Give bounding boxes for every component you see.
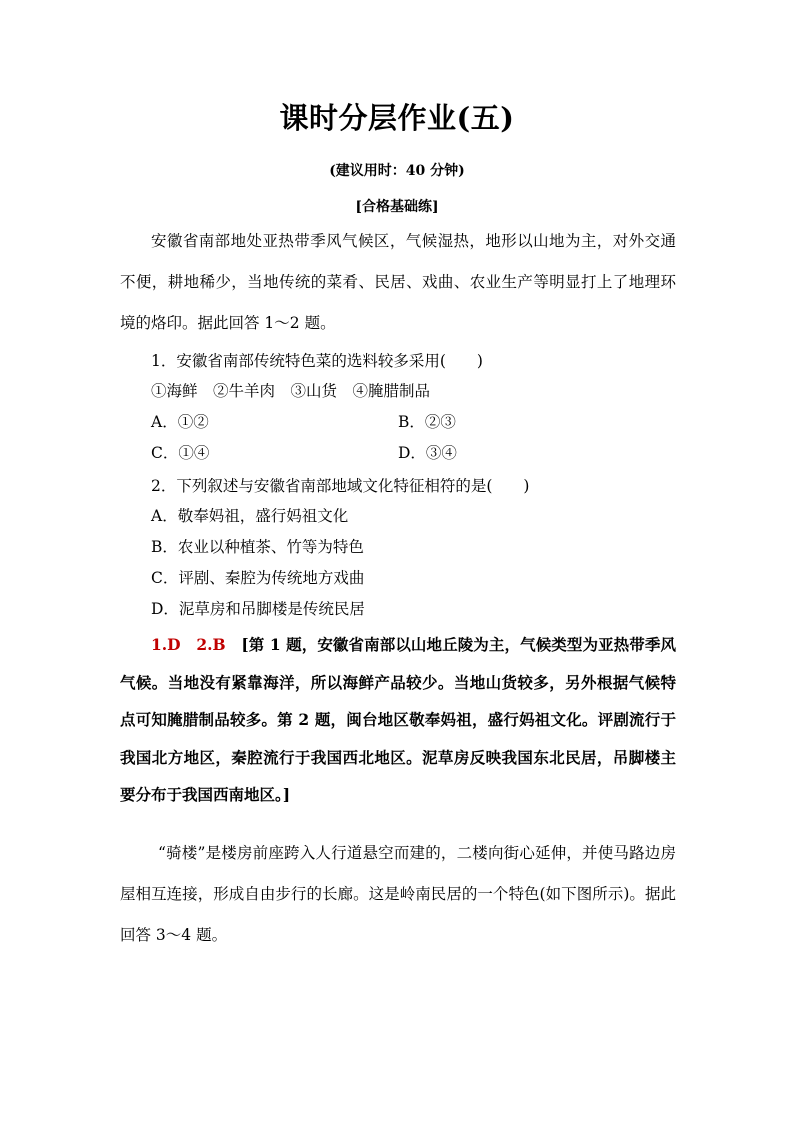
- suggested-time: (建议用时：40 分钟): [329, 163, 465, 179]
- question-2-option-d: D．泥草房和吊脚楼是传统民居: [151, 600, 365, 618]
- question-2-option-a: A．敬奉妈祖，盛行妈祖文化: [151, 507, 349, 525]
- question-2-option-c: C．评剧、秦腔为传统地方戏曲: [151, 569, 365, 587]
- question-1-items: ①海鲜 ②牛羊肉 ③山货 ④腌腊制品: [151, 382, 431, 400]
- answer-block: [120, 626, 676, 814]
- question-2-stem: 2．下列叙述与安徽省南部地域文化特征相符的是( ): [151, 477, 530, 495]
- second-paragraph: “骑楼”是楼房前座跨入人行道悬空而建的，二楼向街心延伸，并使马路边房屋相互连接，形成自由步行的长廊。这是岭南民居的一个特色(如下图所示)。据此回答 3～4 题。: [120, 844, 676, 944]
- question-1-option-c: C．①④: [151, 444, 210, 462]
- question-1-option-b: B．②③: [398, 413, 456, 431]
- answer-key-1: 1.D: [151, 635, 181, 654]
- page-title: 课时分层作业(五): [279, 101, 515, 135]
- question-1-option-a: A．①②: [151, 413, 209, 431]
- intro-paragraph: 安徽省南部地处亚热带季风气候区，气候湿热，地形以山地为主，对外交通不便，耕地稀少，当地传统的菜肴、民居、戏曲、农业生产等明显打上了地理环境的烙印。据此回答 1～2 题。: [120, 232, 676, 332]
- question-1-stem: 1．安徽省南部传统特色菜的选料较多采用( ): [151, 352, 483, 370]
- answer-explanation: [第 1 题，安徽省南部以山地丘陵为主，气候类型为亚热带季风气候。当地没有紧靠海洋，所以海鲜产品较少。当地山货较多，另外根据气候特点可知腌腊制品较多。第 2 题，闽台地区敬奉妈祖，盛行妈祖文化。评剧流行于我国北方地区，秦腔流行于我国西北地区。泥草房反映我国东北民居，吊脚楼主要分布于我国西南地区。]: [120, 635, 676, 804]
- question-1-option-d: D．③④: [398, 444, 457, 462]
- question-2-option-b: B．农业以种植茶、竹等为特色: [151, 538, 364, 556]
- answer-key-2: 2.B: [196, 635, 226, 654]
- section-label: [合格基础练]: [355, 199, 439, 215]
